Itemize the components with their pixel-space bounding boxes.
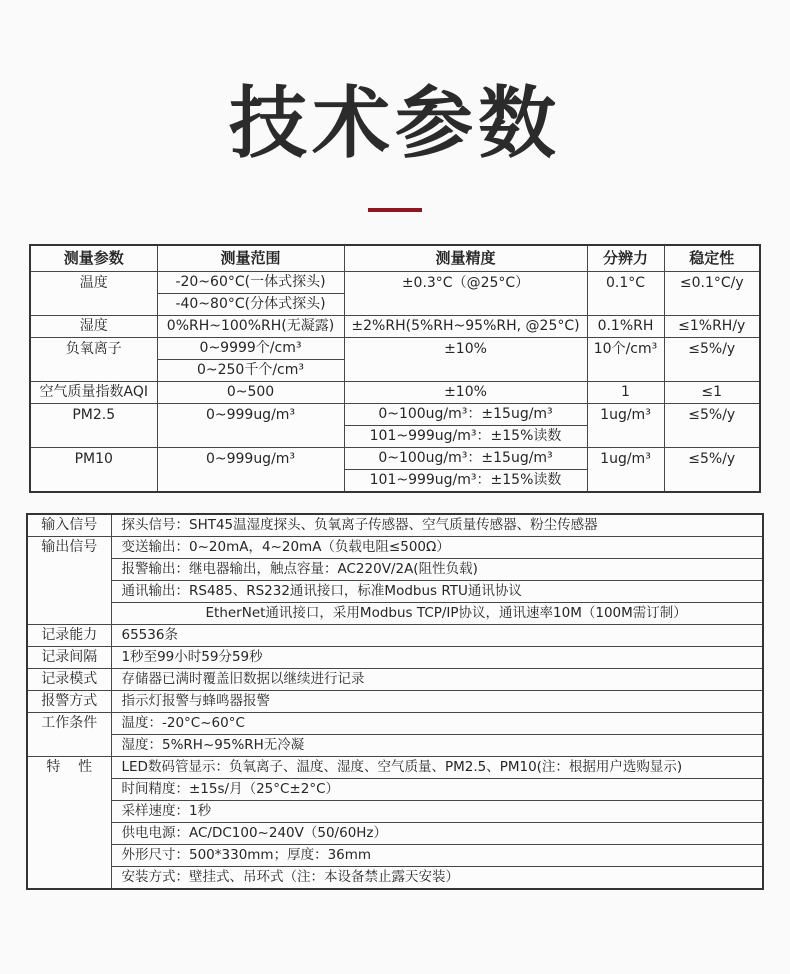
value-cell: 探头信号：SHT45温湿度探头、负氧离子传感器、空气质量传感器、粉尘传感器 [111,514,763,537]
label-cell: 特 性 [27,757,111,890]
value-cell: 65536条 [111,625,763,647]
device-info-table [26,513,764,890]
table-row [27,691,763,713]
range-cell: 0~500 [157,382,344,404]
table-row [27,867,763,890]
table-row [27,537,763,559]
value-cell: 1秒至99小时59分59秒 [111,647,763,669]
resolution-cell: 0.1°C [587,272,664,316]
range-cell: 0~9999个/cm³ [157,338,344,360]
value-cell: 安装方式：壁挂式、吊环式（注：本设备禁止露天安装） [111,867,763,890]
range-cell: 0%RH~100%RH(无凝露) [157,316,344,338]
table-row [27,757,763,779]
table-row [27,823,763,845]
table-row [27,647,763,669]
range-cell: 0~999ug/m³ [157,404,344,448]
table-row [30,382,760,404]
title-divider [368,208,422,212]
accuracy-cell: 101~999ug/m³：±15%读数 [344,470,587,493]
param-cell: PM2.5 [30,404,157,448]
stability-cell: ≤0.1°C/y [664,272,760,316]
label-cell: 输入信号 [27,514,111,537]
resolution-cell: 1 [587,382,664,404]
value-cell: 通讯输出：RS485、RS232通讯接口，标准Modbus RTU通讯协议 [111,581,763,603]
param-cell: 温度 [30,272,157,316]
table-row [27,603,763,625]
measurement-spec-table [29,244,761,493]
stability-cell: ≤1%RH/y [664,316,760,338]
table-row [30,316,760,338]
header-accuracy: 测量精度 [344,245,587,272]
table-row [30,448,760,470]
resolution-cell: 1ug/m³ [587,448,664,493]
value-cell: 湿度：5%RH~95%RH无冷凝 [111,735,763,757]
stability-cell: ≤1 [664,382,760,404]
table-row [27,779,763,801]
table-row [27,713,763,735]
value-cell: 采样速度：1秒 [111,801,763,823]
value-cell: LED数码管显示：负氧离子、温度、湿度、空气质量、PM2.5、PM10(注：根据用户选购显示) [111,757,763,779]
range-cell: -20~60°C(一体式探头) [157,272,344,294]
resolution-cell: 1ug/m³ [587,404,664,448]
table-row [27,735,763,757]
label-cell: 报警方式 [27,691,111,713]
accuracy-cell: ±0.3°C（@25°C） [344,272,587,316]
table-row [30,404,760,426]
param-cell: 负氧离子 [30,338,157,382]
header-param: 测量参数 [30,245,157,272]
accuracy-cell: 101~999ug/m³：±15%读数 [344,426,587,448]
label-cell: 记录间隔 [27,647,111,669]
resolution-cell: 10个/cm³ [587,338,664,382]
value-cell: 报警输出：继电器输出，触点容量：AC220V/2A(阻性负载) [111,559,763,581]
range-cell: -40~80°C(分体式探头) [157,294,344,316]
resolution-cell: 0.1%RH [587,316,664,338]
table-row [27,581,763,603]
label-cell: 工作条件 [27,713,111,757]
header-stability: 稳定性 [664,245,760,272]
label-cell: 记录模式 [27,669,111,691]
value-cell: 时间精度：±15s/月（25°C±2°C） [111,779,763,801]
table-header-row [30,245,760,272]
table-row [27,845,763,867]
value-cell: 外形尺寸：500*330mm；厚度：36mm [111,845,763,867]
stability-cell: ≤5%/y [664,338,760,382]
table-row [30,272,760,294]
value-cell: 存储器已满时覆盖旧数据以继续进行记录 [111,669,763,691]
label-cell: 输出信号 [27,537,111,625]
accuracy-cell: ±10% [344,338,587,382]
param-cell: 空气质量指数AQI [30,382,157,404]
header-resolution: 分辨力 [587,245,664,272]
accuracy-cell: 0~100ug/m³：±15ug/m³ [344,448,587,470]
param-cell: 湿度 [30,316,157,338]
stability-cell: ≤5%/y [664,404,760,448]
value-cell: 供电电源：AC/DC100~240V（50/60Hz） [111,823,763,845]
range-cell: 0~250千个/cm³ [157,360,344,382]
stability-cell: ≤5%/y [664,448,760,493]
value-cell: 指示灯报警与蜂鸣器报警 [111,691,763,713]
accuracy-cell: ±2%RH(5%RH~95%RH, @25°C) [344,316,587,338]
label-cell: 记录能力 [27,625,111,647]
value-cell: 温度：-20°C~60°C [111,713,763,735]
accuracy-cell: ±10% [344,382,587,404]
table-row [27,559,763,581]
table-row [27,669,763,691]
header-range: 测量范围 [157,245,344,272]
value-cell: EtherNet通讯接口，采用Modbus TCP/IP协议，通讯速率10M（100M需订制） [111,603,763,625]
table-row [27,801,763,823]
page-title: 技术参数 [228,79,561,169]
table-row [30,338,760,360]
param-cell: PM10 [30,448,157,493]
accuracy-cell: 0~100ug/m³：±15ug/m³ [344,404,587,426]
value-cell: 变送输出：0~20mA，4~20mA（负载电阻≤500Ω） [111,537,763,559]
table-row [27,625,763,647]
range-cell: 0~999ug/m³ [157,448,344,493]
table-row [27,514,763,537]
